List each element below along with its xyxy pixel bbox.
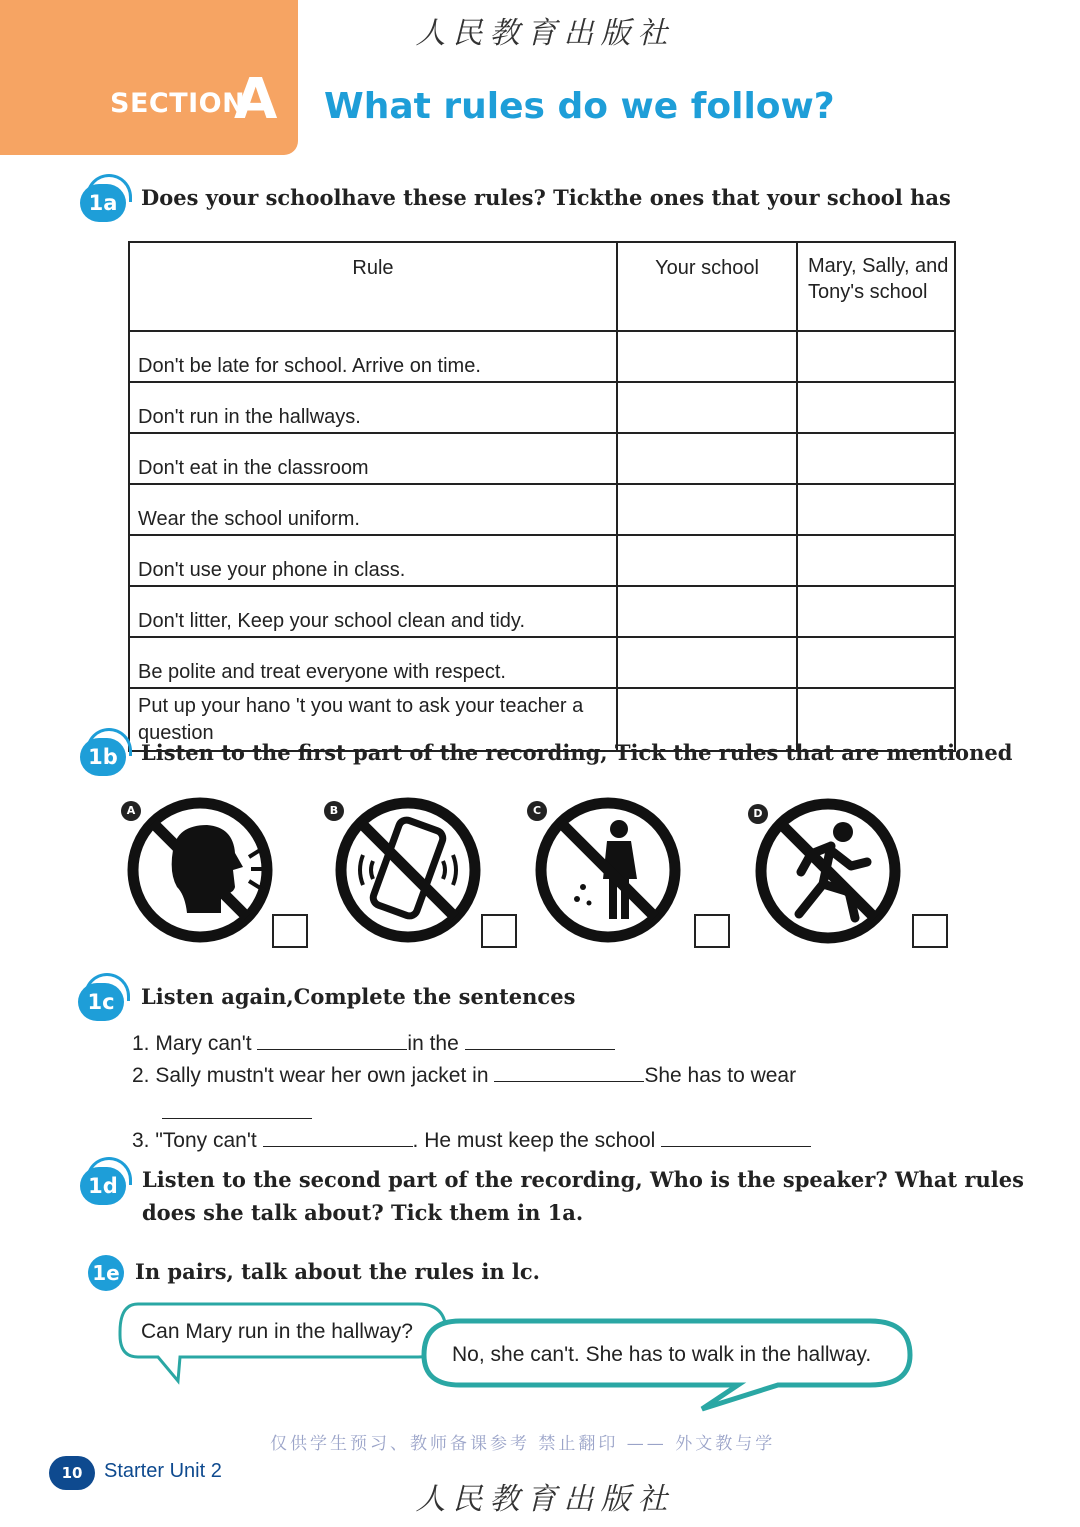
activity-1e-instruction: In pairs, talk about the rules in lc. [135, 1259, 540, 1284]
activity-1a-badge [80, 174, 138, 222]
tick-cell-mst-school[interactable] [797, 331, 955, 382]
sentence-2 [132, 1061, 796, 1088]
no-running-icon [753, 796, 903, 946]
no-littering-icon [533, 795, 683, 945]
tick-cell-your-school[interactable] [617, 433, 797, 484]
activity-1e-badge: 1e [88, 1255, 124, 1291]
rule-cell: Wear the school uniform. [129, 484, 617, 535]
badge-label: 1c [78, 983, 124, 1021]
activity-1b-instruction: Listen to the first part of the recording, Tick the rules that are mentioned [141, 740, 1013, 765]
tick-box-c[interactable] [694, 914, 730, 948]
section-letter: A [234, 67, 278, 132]
tick-cell-mst-school[interactable] [797, 433, 955, 484]
rule-cell: Don't use your phone in class. [129, 535, 617, 586]
table-header-your-school: Your school [617, 242, 797, 331]
dialogue-question: Can Mary run in the hallway? [141, 1320, 413, 1343]
table-row [129, 535, 955, 586]
tick-box-b[interactable] [481, 914, 517, 948]
page-number: 10 [49, 1456, 95, 1490]
table-row [129, 382, 955, 433]
sentence-text: 1. Mary can't [132, 1032, 252, 1055]
sentence-text: in the [407, 1032, 459, 1055]
unit-label: Starter Unit 2 [104, 1460, 222, 1482]
tick-cell-mst-school[interactable] [797, 484, 955, 535]
sentence-text: 3. "Tony can't [132, 1129, 257, 1152]
tick-cell-your-school[interactable] [617, 637, 797, 688]
no-phone-icon [333, 795, 483, 945]
table-header-mst-school: Mary, Sally, and Tony's school [808, 255, 949, 303]
answer-blank[interactable] [257, 1029, 407, 1050]
answer-blank[interactable] [661, 1126, 811, 1147]
table-row [129, 484, 955, 535]
activity-1a-instruction: Does your schoolhave these rules? Tickthe ones that your school has [141, 185, 951, 210]
activity-1b-badge [80, 728, 138, 776]
table-row [129, 586, 955, 637]
rule-cell: Don't eat in the classroom [129, 433, 617, 484]
badge-label: 1b [80, 738, 126, 776]
answer-blank[interactable] [465, 1029, 615, 1050]
sentence-text: She has to wear [644, 1064, 797, 1087]
page-title: What rules do we follow? [324, 86, 835, 127]
tick-cell-your-school[interactable] [617, 331, 797, 382]
activity-1d-instruction-line1: Listen to the second part of the recording, Who is the speaker? What rules [142, 1167, 1024, 1192]
table-row [129, 433, 955, 484]
section-word: SECTION [110, 88, 246, 119]
publisher-logo-top: 人民教育出版社 [415, 16, 675, 51]
rule-cell: Be polite and treat everyone with respect. [129, 637, 617, 688]
sign-letter: B [324, 801, 344, 821]
rule-cell: Don't be late for school. Arrive on time. [129, 331, 617, 382]
tick-cell-mst-school[interactable] [797, 586, 955, 637]
answer-blank[interactable] [494, 1061, 644, 1082]
sign-letter: A [121, 801, 141, 821]
tick-cell-mst-school[interactable] [797, 382, 955, 433]
sentence-text: . He must keep the school [412, 1129, 656, 1152]
sentence-1 [132, 1029, 615, 1056]
sign-letter: C [527, 801, 547, 821]
rule-cell: Don't litter, Keep your school clean and tidy. [129, 586, 617, 637]
tick-cell-mst-school[interactable] [797, 637, 955, 688]
answer-blank[interactable] [162, 1098, 312, 1119]
tick-box-d[interactable] [912, 914, 948, 948]
table-header-rule: Rule [129, 242, 617, 331]
tick-cell-your-school[interactable] [617, 535, 797, 586]
publisher-logo-bottom: 人民教育出版社 [415, 1482, 675, 1517]
no-shouting-icon [125, 795, 275, 945]
rule-cell: Don't run in the hallways. [129, 382, 617, 433]
tick-cell-mst-school[interactable] [797, 535, 955, 586]
sentence-3 [132, 1126, 811, 1153]
sign-letter: D [748, 804, 768, 824]
dialogue-answer: No, she can't. She has to walk in the hallway. [452, 1343, 872, 1366]
rule-cell: Put up your hano 't you want to ask your teacher a question [129, 688, 617, 751]
sentence-text: 2. Sally mustn't wear her own jacket in [132, 1064, 489, 1087]
rules-table [128, 241, 956, 752]
badge-label: 1d [80, 1167, 126, 1205]
tick-box-a[interactable] [272, 914, 308, 948]
answer-blank[interactable] [263, 1126, 413, 1147]
badge-label: 1a [80, 184, 126, 222]
activity-1d-instruction-line2: does she talk about? Tick them in 1a. [142, 1200, 584, 1225]
activity-1d-badge [80, 1157, 138, 1205]
activity-1c-instruction: Listen again,Complete the sentences [141, 984, 576, 1009]
footer-note: 仅供学生预习、教师备课参考 禁止翻印 —— 外文教与学 [270, 1434, 776, 1454]
activity-1c-badge [78, 973, 136, 1021]
table-row [129, 637, 955, 688]
tick-cell-your-school[interactable] [617, 382, 797, 433]
tick-cell-your-school[interactable] [617, 484, 797, 535]
table-row [129, 331, 955, 382]
tick-cell-your-school[interactable] [617, 586, 797, 637]
